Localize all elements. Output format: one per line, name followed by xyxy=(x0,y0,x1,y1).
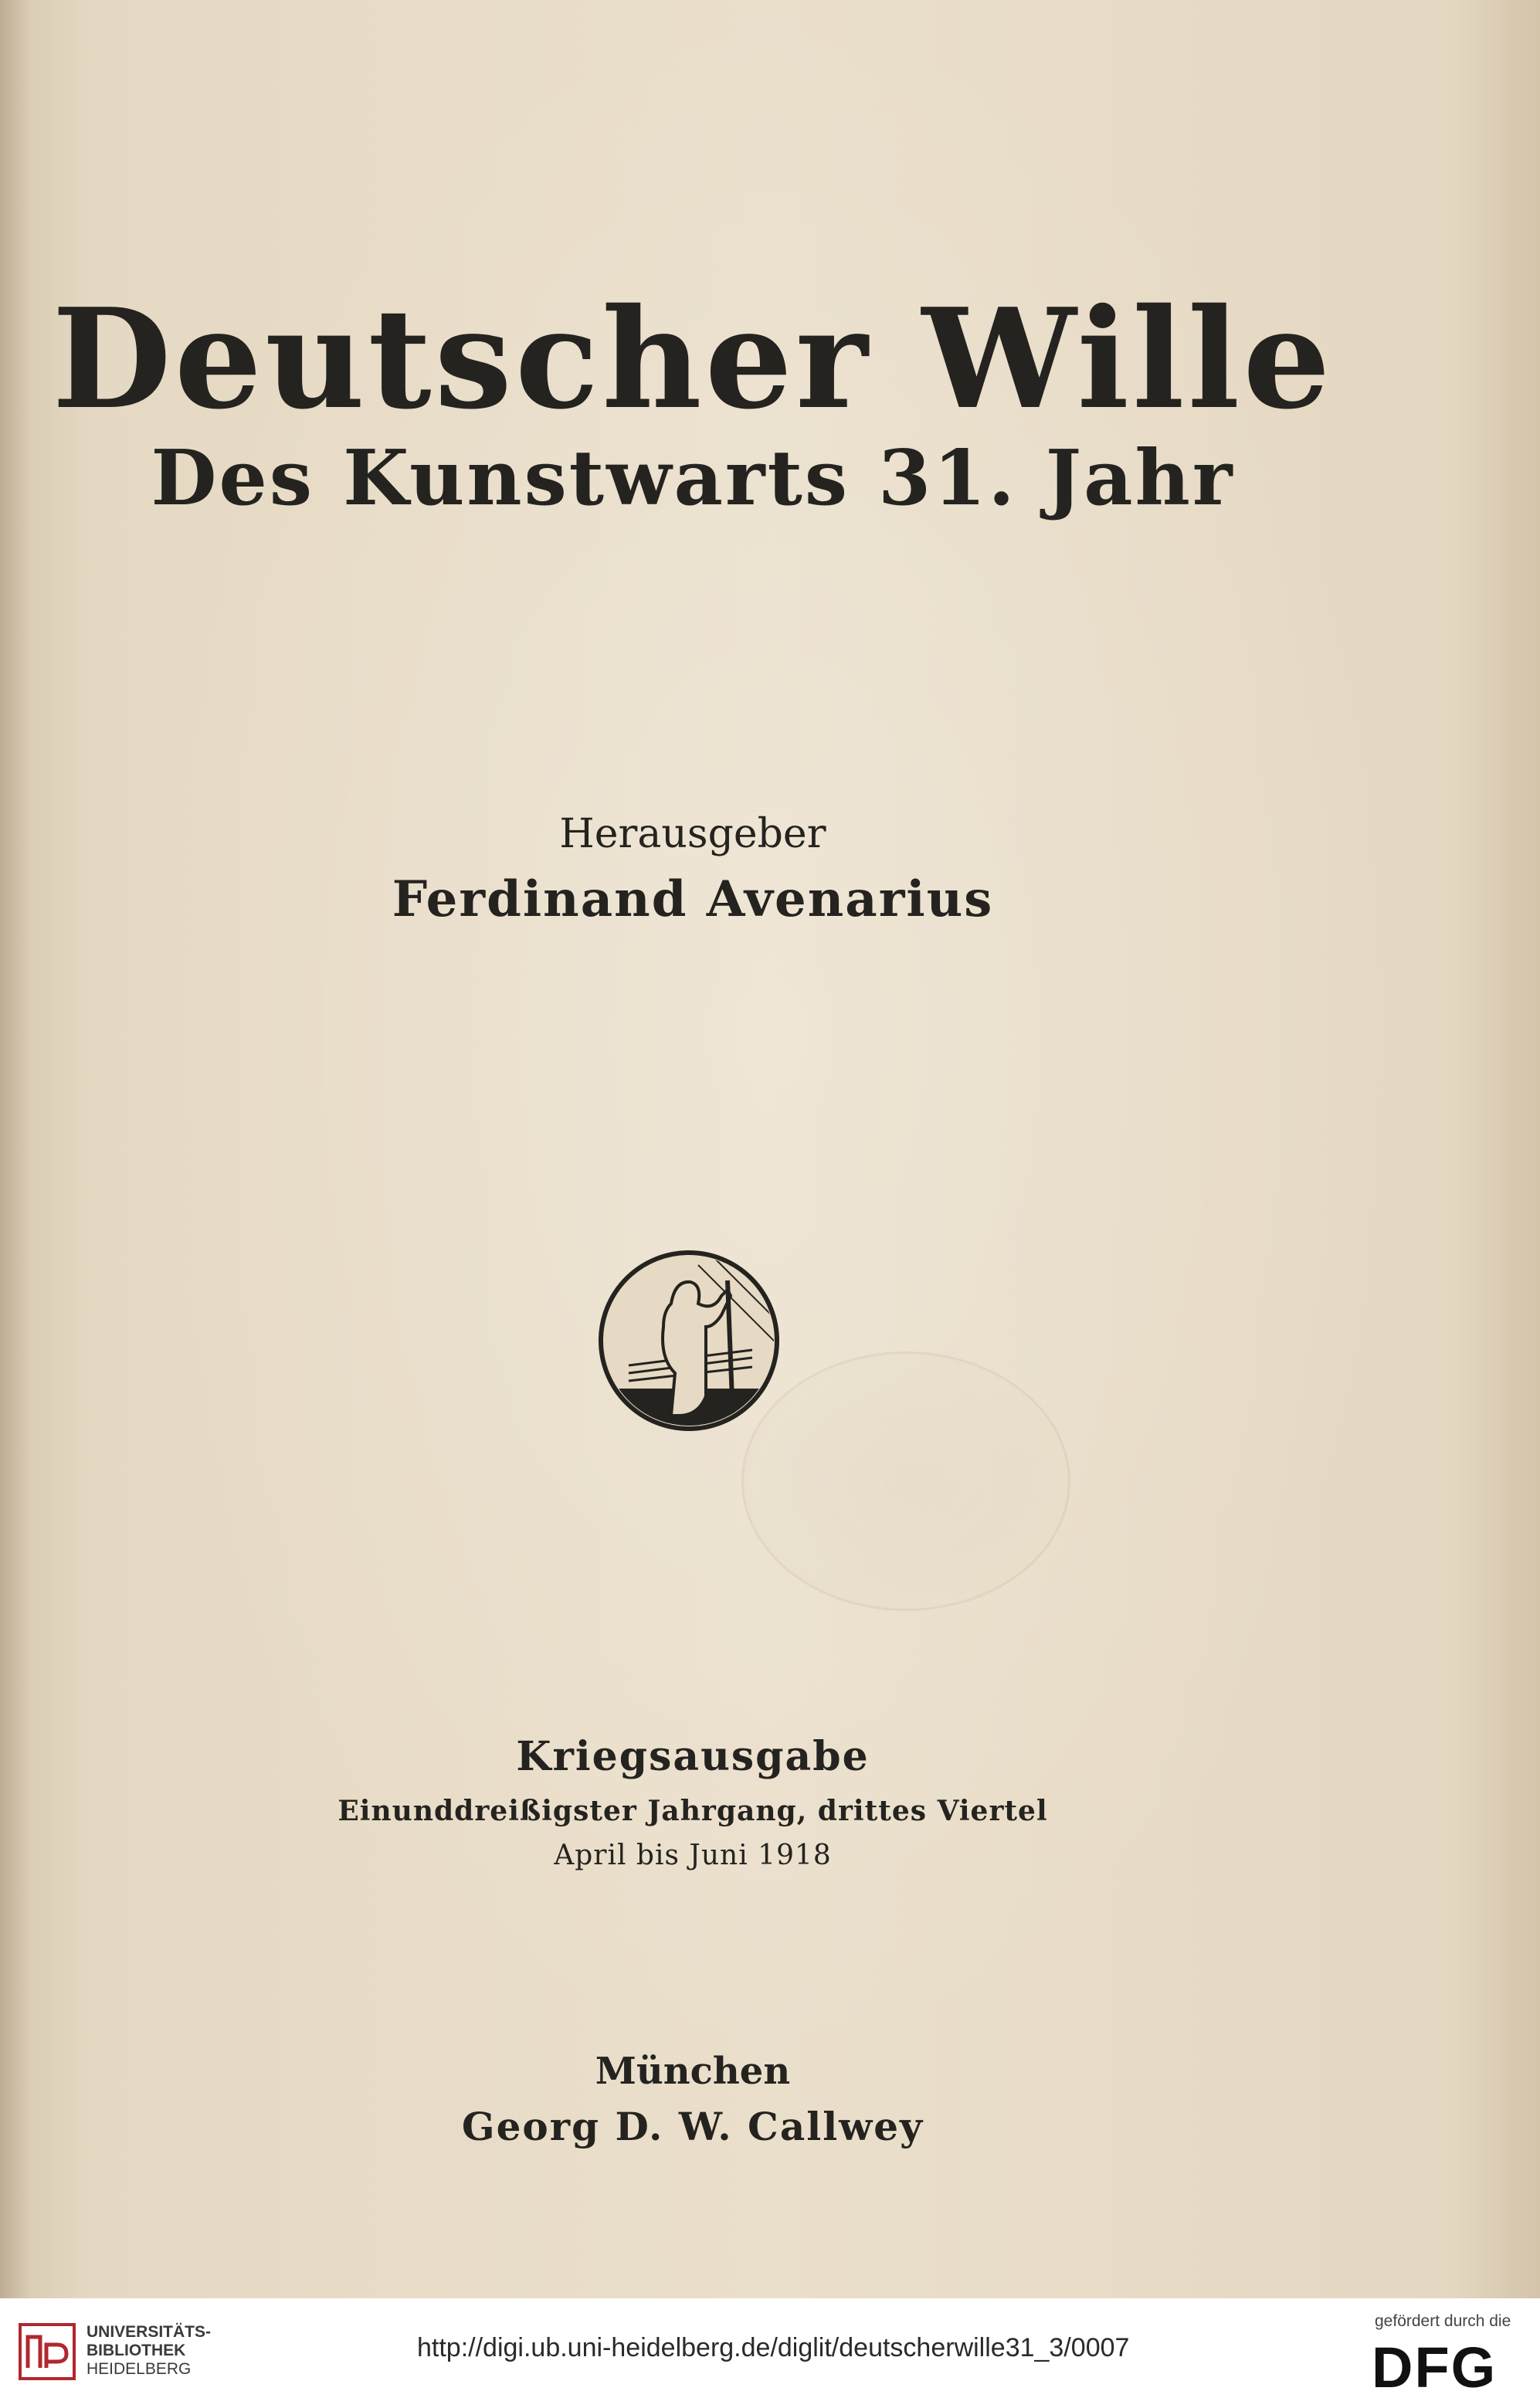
book-subtitle: Des Kunstwarts 31. Jahr xyxy=(151,434,1235,523)
library-line-1: UNIVERSITÄTS- xyxy=(86,2323,212,2341)
library-line-3: HEIDELBERG xyxy=(86,2360,192,2378)
permalink-url[interactable]: http://digi.ub.uni-heidelberg.de/diglit/deutscherwille31_3/0007 xyxy=(417,2333,1130,2362)
period-info: April bis Juni 1918 xyxy=(554,1840,832,1871)
publication-city: München xyxy=(595,2050,791,2093)
library-line-2: BIBLIOTHEK xyxy=(86,2342,186,2359)
dfg-logo[interactable]: DFG xyxy=(1372,2335,1498,2400)
editor-label: Herausgeber xyxy=(559,811,826,857)
volume-info: Einunddreißigster Jahrgang, drittes Viertel xyxy=(338,1795,1048,1827)
publisher-name: Georg D. W. Callwey xyxy=(461,2104,924,2149)
university-library-name xyxy=(86,2323,211,2379)
university-library-logo-icon[interactable] xyxy=(17,2322,77,2382)
edition-label: Kriegsausgabe xyxy=(516,1733,870,1780)
paper-stain xyxy=(741,1352,1070,1611)
publisher-emblem-icon xyxy=(598,1250,780,1432)
editor-name: Ferdinand Avenarius xyxy=(392,870,994,928)
footer-bar xyxy=(0,2298,1540,2408)
book-title: Deutscher Wille xyxy=(52,278,1334,439)
funding-label: gefördert durch die xyxy=(1375,2312,1511,2330)
